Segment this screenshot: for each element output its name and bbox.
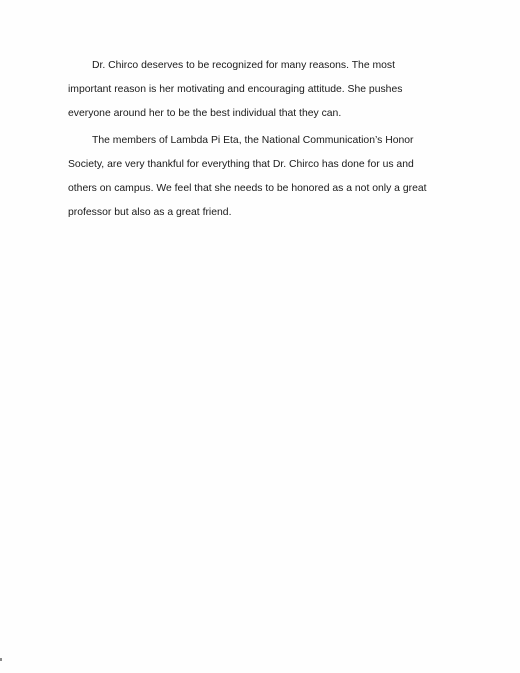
scan-artifact <box>0 658 2 661</box>
paragraph-recognition <box>68 54 448 127</box>
text-line: The members of Lambda Pi Eta, the National Communication’s Honor <box>92 134 414 146</box>
text-line: Dr. Chirco deserves to be recognized for many reasons. The most <box>92 60 396 71</box>
letter-body <box>68 54 448 225</box>
text-line: others on campus. We feel that she needs to be honored as a not only a great <box>68 182 427 194</box>
paragraph-honor-society <box>68 129 448 226</box>
text-line: everyone around her to be the best individual that they can. <box>68 108 342 120</box>
text-line: Society, are very thankful for everything that Dr. Chirco has done for us and <box>68 158 414 170</box>
text-line: important reason is her motivating and encouraging attitude. She pushes <box>68 84 403 96</box>
text-line: professor but also as a great friend. <box>68 207 232 219</box>
